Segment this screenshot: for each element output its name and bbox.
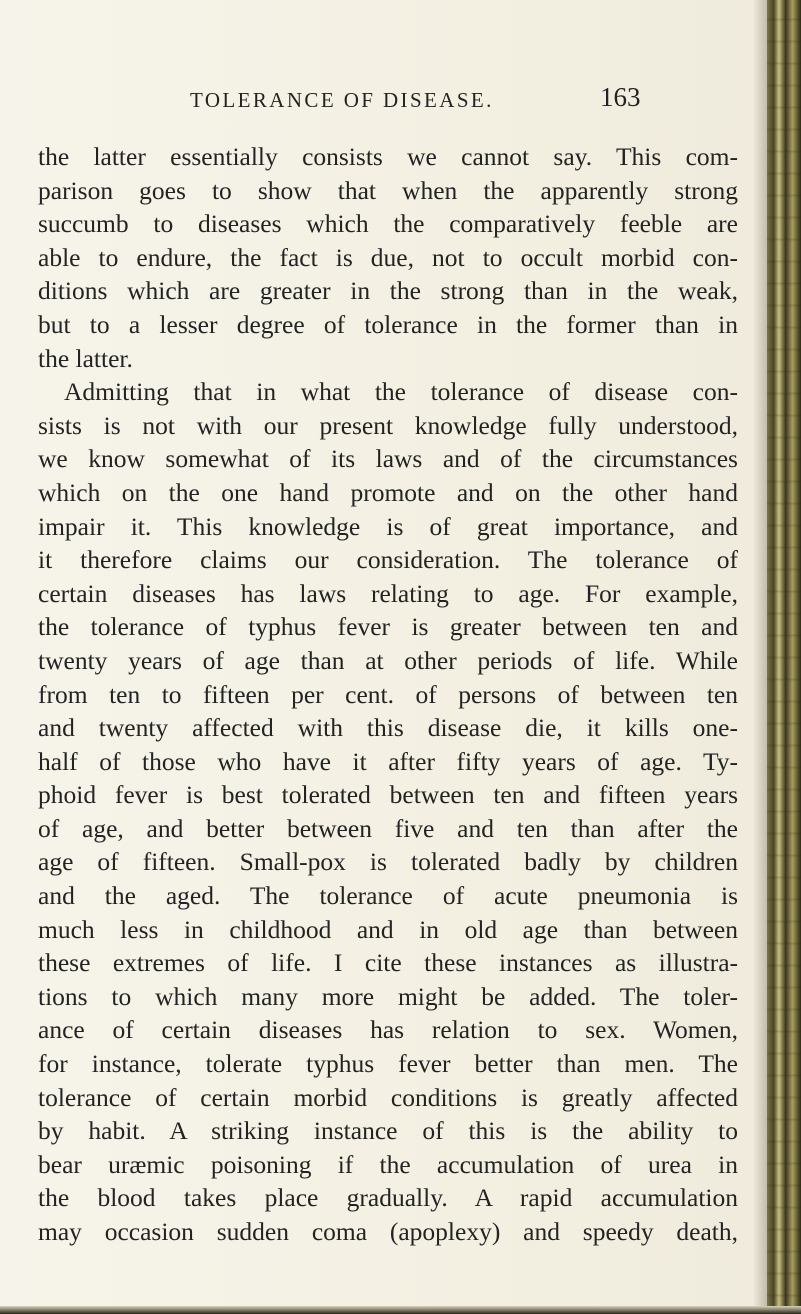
text-line: by habit. A striking instance of this is the ability to [38, 1116, 738, 1146]
text-line: able to endure, the fact is due, not to occult morbid con- [38, 242, 738, 272]
text-line: sists is not with our present knowledge fully understood, [38, 410, 738, 440]
text-line: ance of certain diseases has relation to sex. Women, [38, 1015, 738, 1045]
text-line: half of those who have it after fifty years of age. Ty- [38, 746, 738, 776]
gutter-shadow [753, 0, 767, 1314]
text-line: the latter essentially consists we cannot say. This com- [38, 142, 738, 171]
body-text [38, 140, 738, 1249]
text-line: phoid fever is best tolerated between ten and fifteen years [38, 780, 738, 810]
text-line: which on the one hand promote and on the other hand [38, 477, 738, 507]
text-line: tions to which many more might be added. The toler- [38, 981, 738, 1011]
page-number: 163 [600, 82, 641, 112]
text-line: the tolerance of typhus fever is greater between ten and [38, 612, 738, 642]
text-line: much less in childhood and in old age than between [38, 914, 738, 944]
text-line: the latter. [38, 343, 133, 373]
text-line: parison goes to show that when the apparently strong [38, 175, 738, 205]
text-line: of age, and better between five and ten than after the [38, 813, 738, 843]
text-line: succumb to diseases which the comparatively feeble are [38, 209, 738, 239]
page-bottom-edge [0, 1306, 801, 1314]
text-line: may occasion sudden coma (apoplexy) and speedy death, [38, 1217, 738, 1246]
paragraph-start-line: Admitting that in what the tolerance of disease con- [64, 377, 738, 407]
text-line: for instance, tolerate typhus fever better than men. The [38, 1049, 738, 1079]
text-line: bear uræmic poisoning if the accumulation of urea in [38, 1149, 738, 1179]
text-line: from ten to fifteen per cent. of persons of between ten [38, 679, 738, 709]
text-line: we know somewhat of its laws and of the circumstances [38, 444, 738, 474]
book-binding-edge [767, 0, 801, 1314]
text-line: ditions which are greater in the strong than in the weak, [38, 276, 738, 306]
running-head [190, 82, 760, 122]
text-line: and the aged. The tolerance of acute pneumonia is [38, 881, 738, 911]
text-line: and twenty affected with this disease die, it kills one- [38, 713, 738, 743]
text-line: tolerance of certain morbid conditions is greatly affected [38, 1082, 738, 1112]
text-line: but to a lesser degree of tolerance in the former than in [38, 309, 738, 339]
text-line: it therefore claims our consideration. The tolerance of [38, 545, 738, 575]
text-line: certain diseases has laws relating to age. For example, [38, 578, 738, 608]
running-title: TOLERANCE OF DISEASE. [190, 88, 494, 112]
text-line: these extremes of life. I cite these instances as illustra- [38, 948, 738, 978]
text-line: impair it. This knowledge is of great importance, and [38, 511, 738, 541]
text-line: the blood takes place gradually. A rapid accumulation [38, 1183, 738, 1213]
text-line: age of fifteen. Small-pox is tolerated badly by children [38, 847, 738, 877]
text-line: twenty years of age than at other periods of life. While [38, 645, 738, 675]
